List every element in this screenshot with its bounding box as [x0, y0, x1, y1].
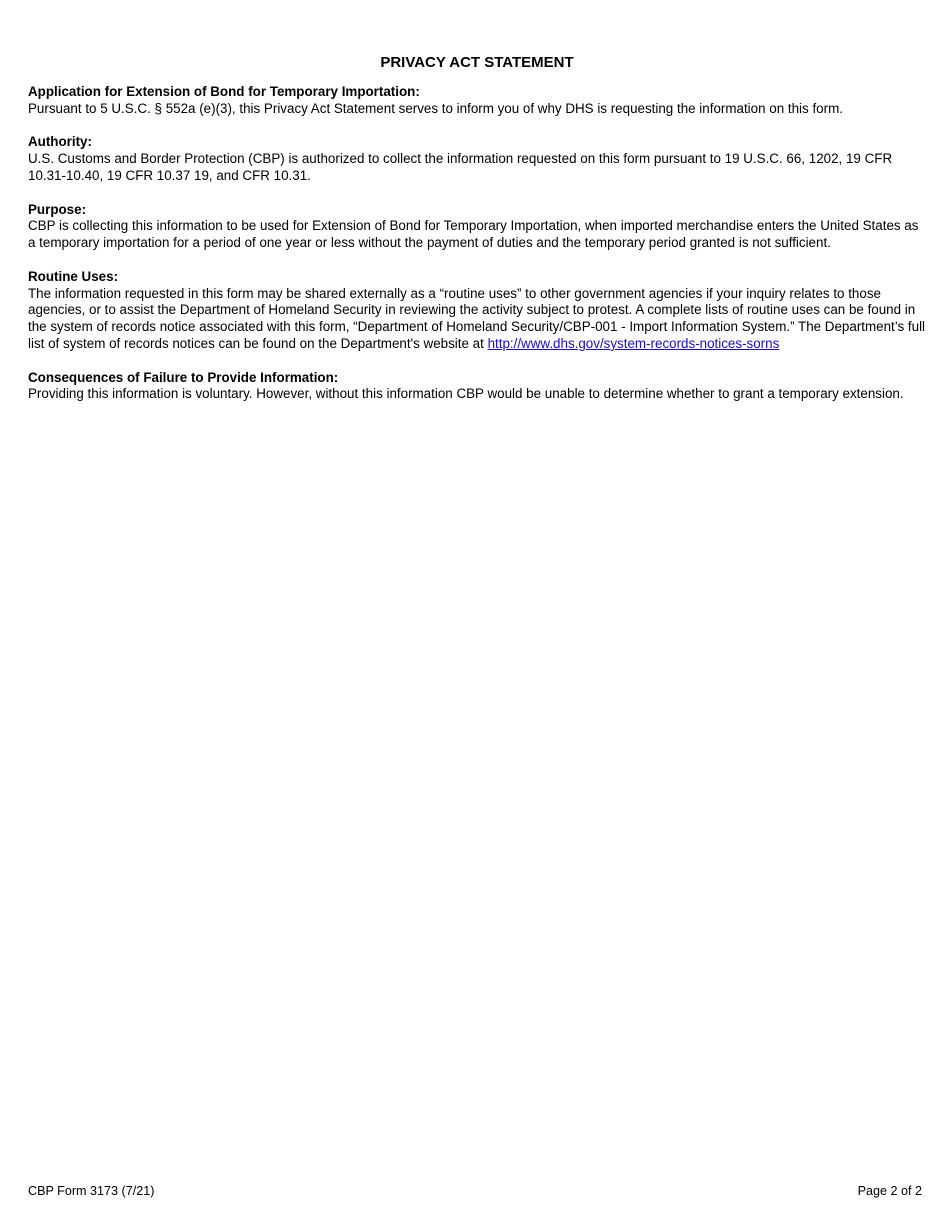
page-title: PRIVACY ACT STATEMENT [380, 54, 574, 71]
form-id: CBP Form 3173 (7/21) [28, 1184, 155, 1198]
section-purpose [28, 202, 926, 252]
section-heading: Consequences of Failure to Provide Information: [28, 369, 339, 385]
document-page [28, 54, 926, 420]
section-application [28, 84, 926, 118]
section-authority [28, 134, 926, 184]
sorns-link[interactable]: http://www.dhs.gov/system-records-notices-sorns [487, 335, 780, 351]
section-body: U.S. Customs and Border Protection (CBP) is authorized to collect the information requested on this form pursuant to 19 U.S.C. 66, 1202, 19 CFR 10.31-10.40, 19 CFR 10.37 19, and CFR 10.31. [28, 151, 893, 183]
section-heading: Routine Uses: [28, 268, 119, 284]
section-consequences [28, 370, 926, 404]
section-heading: Authority: [28, 134, 92, 150]
section-body: Providing this information is voluntary. However, without this information CBP would be unable to determine whether to grant a temporary extension. [28, 386, 904, 402]
section-heading: Application for Extension of Bond for Temporary Importation: [28, 84, 420, 99]
section-body-with-link [28, 286, 926, 353]
section-body: Pursuant to 5 U.S.C. § 552a (e)(3), this Privacy Act Statement serves to inform you of why DHS is requesting the information on this form. [28, 100, 843, 116]
section-heading: Purpose: [28, 201, 87, 217]
section-body: The information requested in this form may be shared externally as a “routine uses” to other government agencies if your inquiry relates to those agencies, or to assist the Department of Homeland Security in reviewing the activity subject to protest. A complete lists of routine uses can be found in the system of records notice associated with this form, “Department of Homeland Security/CBP-001 - Import Information System.” The Department’s full list of system of records notices can be found on the Department's website at [28, 285, 926, 351]
section-routine-uses [28, 269, 926, 353]
section-body: CBP is collecting this information to be used for Extension of Bond for Temporary Importation, when imported merchandise enters the United States as a temporary importation for a period of one year or less without the payment of duties and the temporary period granted is not sufficient. [28, 218, 919, 251]
page-number: Page 2 of 2 [857, 1184, 922, 1198]
